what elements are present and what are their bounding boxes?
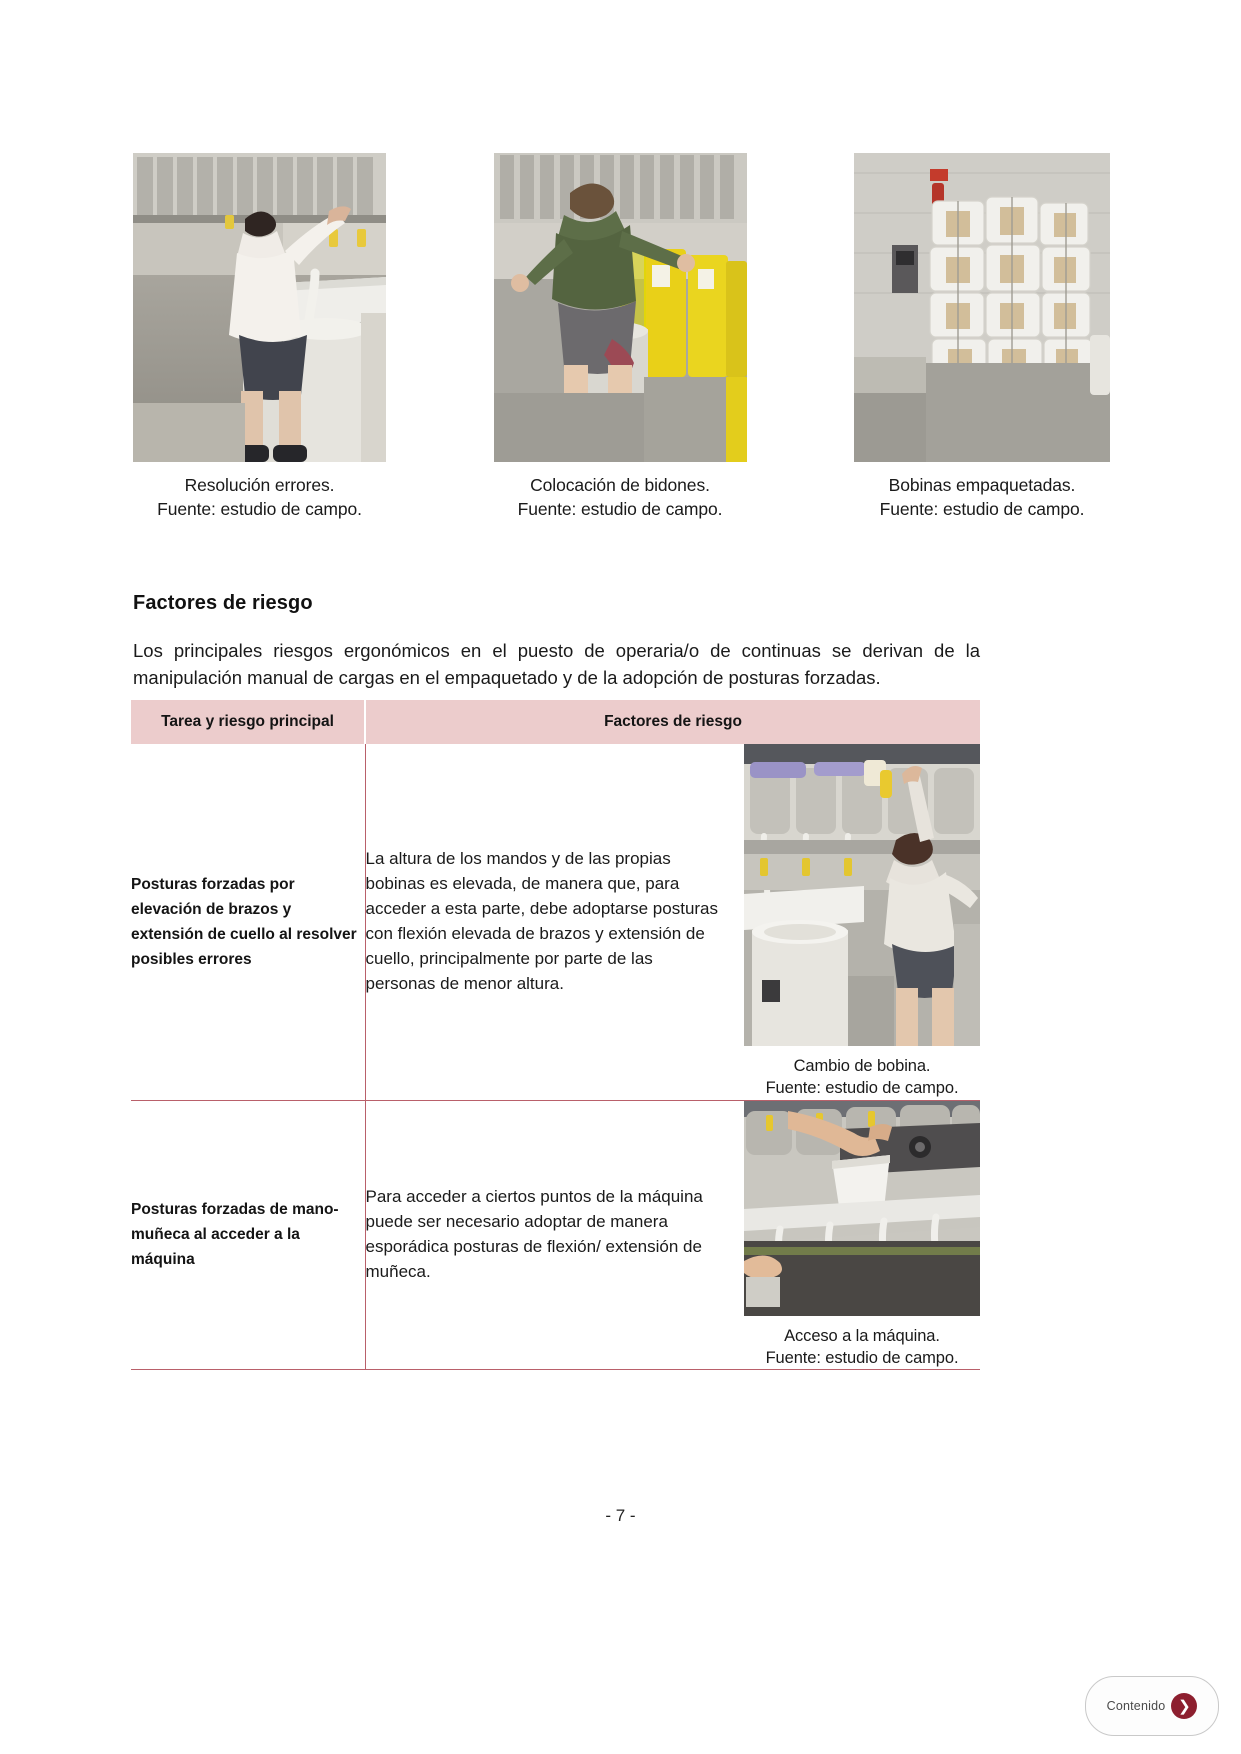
caption-source: Fuente: estudio de campo.	[517, 498, 723, 519]
table-cell-factors	[365, 1100, 980, 1370]
table-header-task: Tarea y riesgo principal	[131, 700, 365, 744]
caption-source: Fuente: estudio de campo.	[879, 498, 1085, 519]
factor-description: La altura de los mandos y de las propias bobinas es elevada, de manera que, para acceder a esta parte, debe adoptarse posturas con flexión elevada de brazos y extensión de cuello, principalmente por parte de las personas de menor altura.	[365, 848, 719, 993]
caption-source: Fuente: estudio de campo.	[765, 1348, 959, 1367]
caption-title: Bobinas empaquetadas.	[888, 475, 1076, 495]
intro-paragraph: Los principales riesgos ergonómicos en el puesto de operaria/o de continuas se derivan de la manipulación manual de cargas en el empaquetado y de la adopción de posturas forzadas.	[133, 639, 980, 689]
photo-strip	[133, 153, 1110, 521]
table-row	[131, 1100, 980, 1370]
photo-colocacion-bidones	[494, 153, 747, 462]
chevron-right-icon: ❯	[1171, 1693, 1197, 1719]
contenido-label: Contenido	[1106, 1699, 1166, 1713]
photo-resolucion-errores	[133, 153, 386, 462]
photo-caption	[494, 474, 747, 521]
figure-cambio-de-bobina	[744, 744, 980, 1100]
page-title: Factores de riesgo	[133, 591, 313, 614]
photo-cambio-de-bobina	[744, 744, 980, 1046]
risk-factors-table	[131, 700, 980, 1370]
caption-source: Fuente: estudio de campo.	[765, 1079, 959, 1098]
photo-caption	[854, 474, 1110, 521]
table-header-factors: Factores de riesgo	[365, 700, 980, 744]
table-cell-task: Posturas forzadas de mano-muñeca al acceder a la máquina	[131, 1100, 365, 1370]
factor-description: Para acceder a ciertos puntos de la máquina puede ser necesario adoptar de manera esporádica posturas de flexión/ extensión de muñeca.	[365, 1186, 703, 1281]
figure-colocacion-bidones	[494, 153, 747, 521]
photo-bobinas-empaquetadas	[854, 153, 1110, 462]
page-number: - 7 -	[605, 1506, 636, 1525]
figure-resolucion-errores	[133, 153, 386, 521]
photo-caption	[744, 1325, 980, 1370]
table-header-row	[131, 700, 980, 744]
table-cell-task: Posturas forzadas por elevación de brazos y extensión de cuello al resolver posibles errores	[131, 744, 365, 1100]
photo-caption	[744, 1055, 980, 1100]
photo-caption	[133, 474, 386, 521]
caption-source: Fuente: estudio de campo.	[157, 498, 362, 519]
caption-title: Resolución errores.	[184, 475, 335, 495]
figure-acceso-a-la-maquina	[744, 1101, 980, 1370]
contenido-button[interactable]	[1085, 1676, 1219, 1736]
table-cell-factors	[365, 744, 980, 1100]
caption-title: Colocación de bidones.	[530, 475, 710, 495]
table-row	[131, 744, 980, 1100]
figure-bobinas-empaquetadas	[854, 153, 1110, 521]
caption-title: Acceso a la máquina.	[784, 1326, 940, 1345]
photo-acceso-a-la-maquina	[744, 1101, 980, 1316]
caption-title: Cambio de bobina.	[793, 1057, 931, 1075]
